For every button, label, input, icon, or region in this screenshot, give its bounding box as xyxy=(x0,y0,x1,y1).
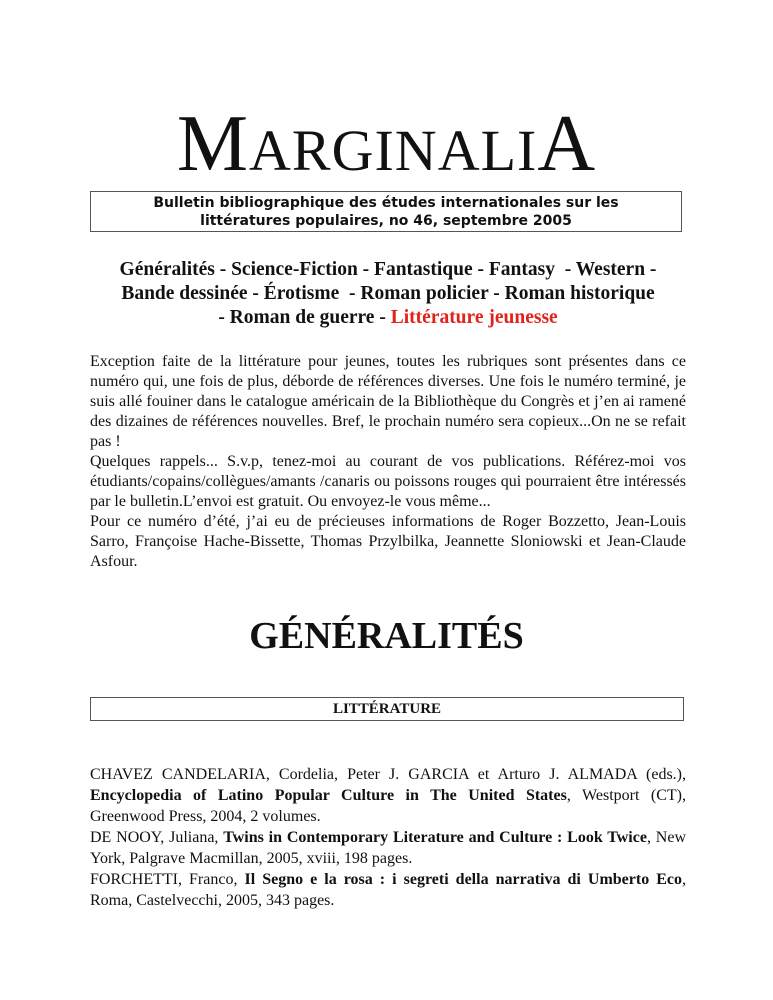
reference-details: , Westport (CT), Greenwood Press, 2004, 2 volumes. xyxy=(90,787,686,825)
reference-title: Encyclopedia of Latino Popular Culture in The United States xyxy=(90,787,567,804)
reference-entry xyxy=(90,764,686,827)
masthead-last-letter: A xyxy=(537,100,597,188)
category-line-3-prefix: - Roman de guerre - xyxy=(218,307,391,328)
bulletin-subtitle-box xyxy=(90,191,682,232)
subsection-title: LITTÉRATURE xyxy=(332,701,442,717)
category-highlight-litterature-jeunesse: Littérature jeunesse xyxy=(390,307,558,328)
category-line-1: Généralités - Science-Fiction - Fantastique - Fantasy - Western - xyxy=(119,259,657,280)
reference-title: Twins in Contemporary Literature and Culture : Look Twice xyxy=(223,829,647,846)
intro-paragraph-2: Quelques rappels... S.v.p, tenez-moi au courant de vos publications. Référez-moi vos étudiants/copains/collègues/amants /canaris ou poissons rouges qui pourraient être intéressés par le bulletin.L’envoi est gratuit. Ou envoyez-le vous même... xyxy=(90,453,686,510)
reference-list xyxy=(90,764,686,911)
reference-details: , Roma, Castelvecchi, 2005, 343 pages. xyxy=(90,871,687,909)
category-line-2: Bande dessinée - Érotisme - Roman policier - Roman historique xyxy=(121,283,655,304)
reference-authors: CHAVEZ CANDELARIA, Cordelia, Peter J. GARCIA et Arturo J. ALMADA (eds.), xyxy=(90,766,686,783)
reference-authors: FORCHETTI, Franco, xyxy=(90,871,245,888)
reference-details: , New York, Palgrave Macmillan, 2005, xviii, 198 pages. xyxy=(90,829,686,867)
subtitle-line-1: Bulletin bibliographique des études internationales sur les xyxy=(153,195,619,211)
intro-paragraph-1: Exception faite de la littérature pour jeunes, toutes les rubriques sont présentes dans ce numéro qui, une fois de plus, déborde de références diverses. Une fois le numéro terminé, je suis allé fouiner dans le catalogue américain de la Bibliothèque du Congrès et j’en ai ramené des dizaines de références nouvelles. Bref, le prochain numéro sera copieux...On ne se refait pas ! xyxy=(90,353,686,450)
masthead-title xyxy=(0,100,773,188)
section-title: GÉNÉRALITÉS xyxy=(249,615,524,657)
reference-entry xyxy=(90,869,686,911)
masthead-middle-letters: ARGINALI xyxy=(249,118,538,183)
intro-text xyxy=(90,352,686,572)
reference-title: Il Segno e la rosa : i segreti della narrativa di Umberto Eco xyxy=(244,871,683,888)
masthead-first-letter: M xyxy=(176,100,250,188)
subtitle-line-2: littératures populaires, no 46, septembre 2005 xyxy=(200,213,572,229)
subsection-title-box xyxy=(90,697,684,721)
category-line-3 xyxy=(88,306,688,330)
reference-entry xyxy=(90,827,686,869)
reference-authors: DE NOOY, Juliana, xyxy=(90,829,224,846)
category-list xyxy=(88,258,688,330)
intro-paragraph-3: Pour ce numéro d’été, j’ai eu de précieuses informations de Roger Bozzetto, Jean-Louis Sarro, Françoise Hache-Bissette, Thomas Przylbilka, Jeannette Sloniowski et Jean-Claude Asfour. xyxy=(90,513,686,570)
